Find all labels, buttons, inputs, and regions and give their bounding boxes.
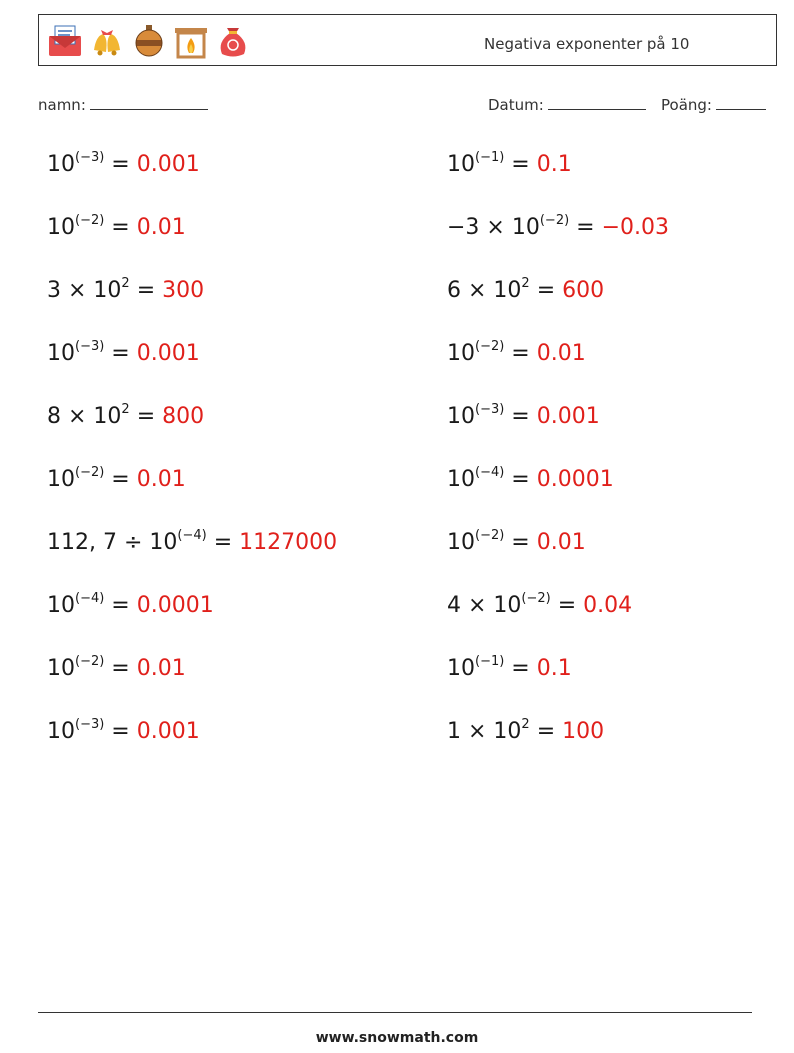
expression-text: = [504, 404, 537, 429]
problem-answer: 0.01 [536, 341, 586, 366]
exponent: 2 [121, 276, 130, 291]
problem-answer: 0.0001 [136, 593, 214, 618]
expression-text: = [529, 278, 563, 303]
expression-text: = [104, 719, 137, 744]
problem-expression [47, 530, 239, 555]
expression-text: = [104, 467, 137, 492]
exponent: (−3) [75, 150, 105, 165]
problem-expression [447, 404, 537, 429]
exponent: (−1) [475, 654, 505, 669]
expression-text: −3 × 10 [447, 215, 540, 240]
problem-answer: 0.1 [536, 656, 572, 681]
expression-text: = [529, 719, 563, 744]
problem-answer: 0.04 [583, 593, 633, 618]
expression-text: 10 [47, 467, 75, 492]
exponent: (−3) [75, 339, 105, 354]
expression-text: 10 [47, 341, 75, 366]
expression-text: = [129, 278, 163, 303]
problem-answer: 0.001 [136, 719, 200, 744]
footer-url: www.snowmath.com [315, 1030, 479, 1046]
exponent: (−2) [75, 465, 105, 480]
problem-expression [47, 152, 137, 177]
expression-text: 10 [47, 656, 75, 681]
expression-text: = [504, 341, 537, 366]
exponent: (−4) [75, 591, 105, 606]
problem-expression [47, 656, 137, 681]
problem-expression [47, 467, 137, 492]
expression-text: = [104, 215, 137, 240]
expression-text: 4 × 10 [447, 593, 522, 618]
expression-text: = [104, 656, 137, 681]
problem-expression [447, 215, 602, 240]
ornament-icon [130, 22, 168, 60]
problem-item [47, 278, 204, 303]
problem-answer: 0.001 [136, 152, 200, 177]
problem-item [447, 656, 572, 681]
expression-text: = [504, 530, 537, 555]
exponent: 2 [121, 402, 130, 417]
expression-text: 10 [47, 152, 75, 177]
problem-item [47, 719, 200, 744]
exponent: (−3) [75, 717, 105, 732]
exponent: 2 [521, 276, 530, 291]
gift-sack-icon [214, 22, 252, 60]
expression-text: = [129, 404, 163, 429]
expression-text: = [104, 341, 137, 366]
exponent: (−2) [539, 213, 570, 228]
expression-text: 10 [447, 404, 475, 429]
expression-text: = [504, 656, 537, 681]
exponent: (−2) [521, 591, 551, 606]
exponent: (−2) [475, 339, 505, 354]
problem-item [447, 593, 632, 618]
problem-item [447, 467, 614, 492]
problem-answer: 0.01 [536, 530, 586, 555]
exponent: (−2) [475, 528, 505, 543]
expression-text: = [104, 593, 137, 618]
problem-expression [47, 278, 162, 303]
problem-item [47, 215, 186, 240]
exponent: 2 [521, 717, 530, 732]
problem-item [447, 341, 586, 366]
score-line [716, 95, 766, 110]
envelope-icon [46, 22, 84, 60]
problem-expression [47, 341, 137, 366]
expression-text: 10 [47, 593, 75, 618]
problem-expression [47, 215, 137, 240]
expression-text: 10 [47, 719, 75, 744]
expression-text: 10 [447, 152, 475, 177]
score-field [661, 95, 766, 114]
exponent: (−2) [75, 654, 105, 669]
problem-answer: 0.01 [136, 656, 186, 681]
exponent: (−3) [475, 402, 505, 417]
problem-expression [447, 467, 537, 492]
problem-answer: 0.01 [136, 467, 186, 492]
expression-text: 10 [447, 341, 475, 366]
problem-expression [447, 593, 583, 618]
expression-text: = [569, 215, 602, 240]
name-label: namn: [38, 96, 86, 114]
problem-expression [47, 593, 137, 618]
expression-text: = [550, 593, 584, 618]
problem-answer: 100 [562, 719, 605, 744]
problem-item [47, 404, 204, 429]
date-line [548, 95, 646, 110]
problem-item [447, 404, 600, 429]
worksheet-header [38, 14, 777, 66]
worksheet-title: Negativa exponenter på 10 [484, 35, 690, 53]
problem-item [47, 656, 186, 681]
problem-expression [47, 719, 137, 744]
expression-text: 112, 7 ÷ 10 [47, 530, 178, 555]
problem-expression [47, 404, 162, 429]
name-field [38, 95, 208, 114]
expression-text: 10 [47, 215, 75, 240]
problem-item [447, 719, 604, 744]
problem-item [447, 278, 604, 303]
problem-item [47, 467, 186, 492]
problem-expression [447, 278, 562, 303]
bells-icon [88, 22, 126, 60]
problem-expression [447, 341, 537, 366]
fireplace-icon [172, 22, 210, 60]
problem-answer: 1127000 [239, 530, 338, 555]
problem-item [447, 530, 586, 555]
expression-text: 3 × 10 [47, 278, 122, 303]
problem-answer: 800 [162, 404, 205, 429]
problem-item [47, 530, 337, 555]
problem-item [47, 152, 200, 177]
expression-text: = [504, 467, 537, 492]
problem-expression [447, 152, 537, 177]
footer-divider [38, 1012, 752, 1013]
expression-text: = [104, 152, 137, 177]
problem-expression [447, 719, 562, 744]
expression-text: 10 [447, 530, 475, 555]
problem-expression [447, 530, 537, 555]
problem-answer: 0.1 [536, 152, 572, 177]
expression-text: 10 [447, 656, 475, 681]
exponent: (−4) [475, 465, 505, 480]
expression-text: = [504, 152, 537, 177]
problem-item [47, 341, 200, 366]
problem-answer: 0.0001 [536, 467, 614, 492]
problem-answer: 0.001 [536, 404, 600, 429]
date-label: Datum: [488, 96, 544, 114]
problem-answer: 600 [562, 278, 605, 303]
exponent: (−4) [177, 528, 207, 543]
exponent: (−2) [75, 213, 105, 228]
problem-answer: 0.01 [136, 215, 186, 240]
problem-answer: −0.03 [601, 215, 670, 240]
expression-text: 10 [447, 467, 475, 492]
expression-text: 1 × 10 [447, 719, 522, 744]
score-label: Poäng: [661, 96, 712, 114]
problem-item [447, 215, 669, 240]
problem-item [447, 152, 572, 177]
problem-answer: 300 [162, 278, 205, 303]
date-field [488, 95, 646, 114]
problem-expression [447, 656, 537, 681]
expression-text: = [206, 530, 240, 555]
expression-text: 8 × 10 [47, 404, 122, 429]
header-icons [46, 22, 252, 60]
exponent: (−1) [475, 150, 505, 165]
problem-item [47, 593, 214, 618]
problem-answer: 0.001 [136, 341, 200, 366]
name-line [90, 95, 208, 110]
expression-text: 6 × 10 [447, 278, 522, 303]
